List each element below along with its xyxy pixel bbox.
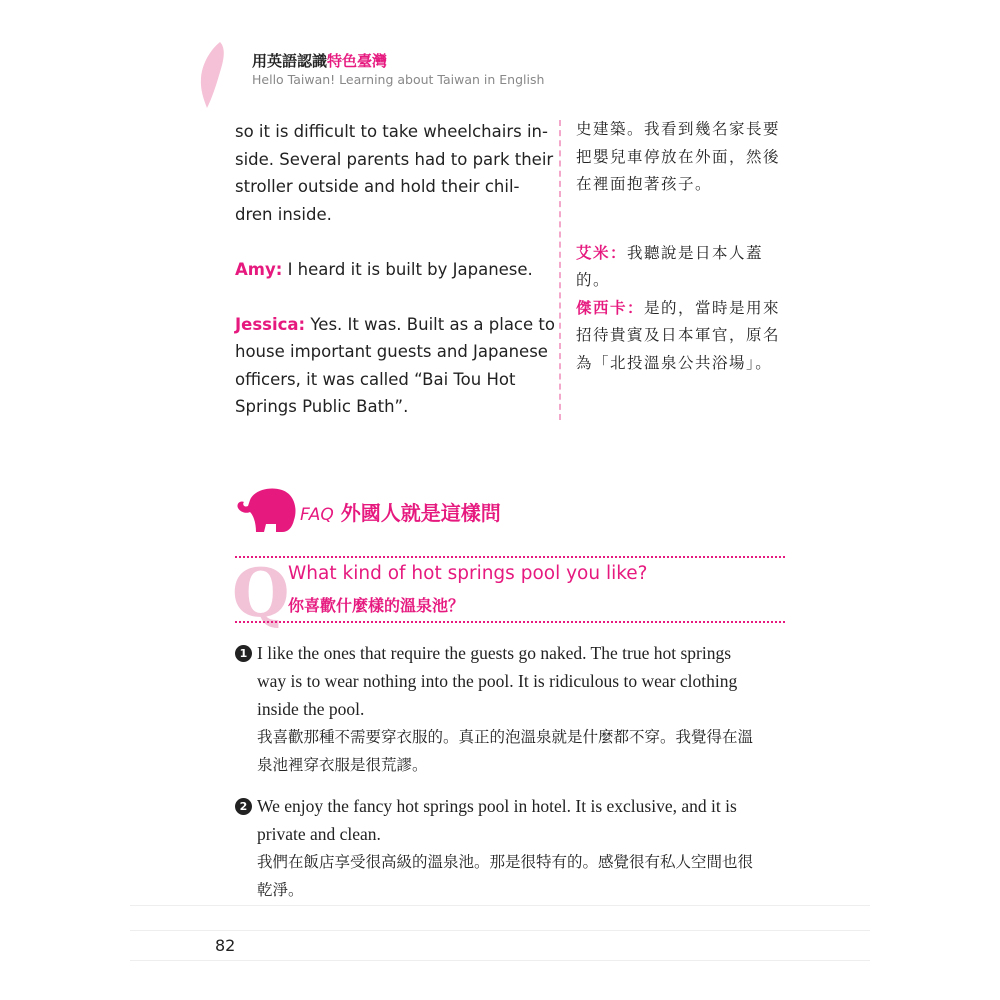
text-line: side. Several parents had to park their — [235, 149, 554, 169]
decorative-line — [130, 930, 870, 931]
page-number: 82 — [215, 936, 236, 955]
speaker-jessica: Jessica: — [235, 314, 306, 334]
faq-label: FAQ — [300, 505, 334, 525]
text-line: stroller outside and hold their chil- — [235, 177, 520, 196]
speaker-jessica-cn: 傑西卡： — [576, 298, 645, 317]
answer-number-badge: 1 — [235, 645, 252, 662]
decorative-line — [130, 960, 870, 961]
answer-1 — [257, 639, 753, 779]
column-divider — [559, 120, 561, 420]
answer-number-badge: 2 — [235, 798, 252, 815]
q-letter-icon: Q — [232, 554, 290, 632]
elephant-icon — [236, 486, 298, 534]
text-line: 我聽說是日本人蓋 — [627, 243, 764, 262]
question-english: What kind of hot springs pool you like? — [288, 563, 648, 584]
book-title-black: 用英語認識 — [252, 52, 328, 70]
text-line: house important guests and Japanese — [235, 342, 548, 361]
answer-en-line: inside the pool. — [257, 699, 365, 719]
answer-cn-line: 我喜歡那種不需要穿衣服的。真正的泡溫泉就是什麼都不穿。我覺得在溫 — [257, 728, 754, 746]
answer-en-line: We enjoy the fancy hot springs pool in hotel. It is exclusive, and it is — [257, 796, 737, 816]
answer-en-line: private and clean. — [257, 824, 381, 844]
answer-en-line: way is to wear nothing into the pool. It is ridiculous to wear clothing — [257, 671, 738, 691]
answer-cn-line: 泉池裡穿衣服是很荒謬。 — [257, 756, 428, 774]
text-line: 的。 — [576, 271, 611, 289]
amy-text: I heard it is built by Japanese. — [282, 259, 533, 279]
book-subtitle: Hello Taiwan! Learning about Taiwan in English — [252, 72, 545, 87]
text-line: 在裡面抱著孩子。 — [576, 175, 713, 193]
text-line: 把嬰兒車停放在外面，然後 — [576, 147, 781, 166]
text-line: 史建築。我看到幾名家長要 — [576, 120, 781, 138]
text-line: 為「北投溫泉公共浴場」。 — [576, 353, 773, 372]
dialog-english — [235, 118, 555, 421]
jessica-text: Yes. It was. Built as a place to — [305, 314, 555, 334]
dotted-rule-bottom — [235, 621, 785, 623]
answer-cn-line: 我們在飯店享受很高級的溫泉池。那是很特有的。感覺很有私人空間也很 — [257, 853, 754, 871]
taiwan-map-icon — [198, 40, 228, 110]
dialog-chinese — [576, 116, 780, 377]
answer-2 — [257, 792, 753, 904]
answer-cn-line: 乾淨。 — [257, 881, 304, 899]
jessica-line — [235, 311, 555, 339]
amy-line — [235, 256, 555, 284]
text-line: officers, it was called “Bai Tou Hot — [235, 369, 516, 389]
speaker-amy-cn: 艾米： — [576, 243, 628, 262]
book-title — [252, 50, 387, 71]
faq-heading — [300, 497, 501, 526]
text-line: 招待貴賓及日本軍官，原名 — [576, 326, 781, 344]
text-line: 是的，當時是用來 — [644, 298, 781, 317]
faq-title: 外國人就是這樣問 — [340, 501, 501, 525]
text-line: Springs Public Bath”. — [235, 397, 409, 416]
text-line: so it is difficult to take wheelchairs in- — [235, 122, 548, 141]
decorative-line — [130, 905, 870, 906]
speaker-amy: Amy: — [235, 259, 283, 279]
text-line: dren inside. — [235, 204, 332, 224]
book-title-pink: 特色臺灣 — [327, 52, 388, 70]
dotted-rule-top — [235, 556, 785, 558]
answer-en-line: I like the ones that require the guests go naked. The true hot springs — [257, 643, 732, 663]
question-chinese: 你喜歡什麼樣的溫泉池？ — [288, 596, 465, 615]
